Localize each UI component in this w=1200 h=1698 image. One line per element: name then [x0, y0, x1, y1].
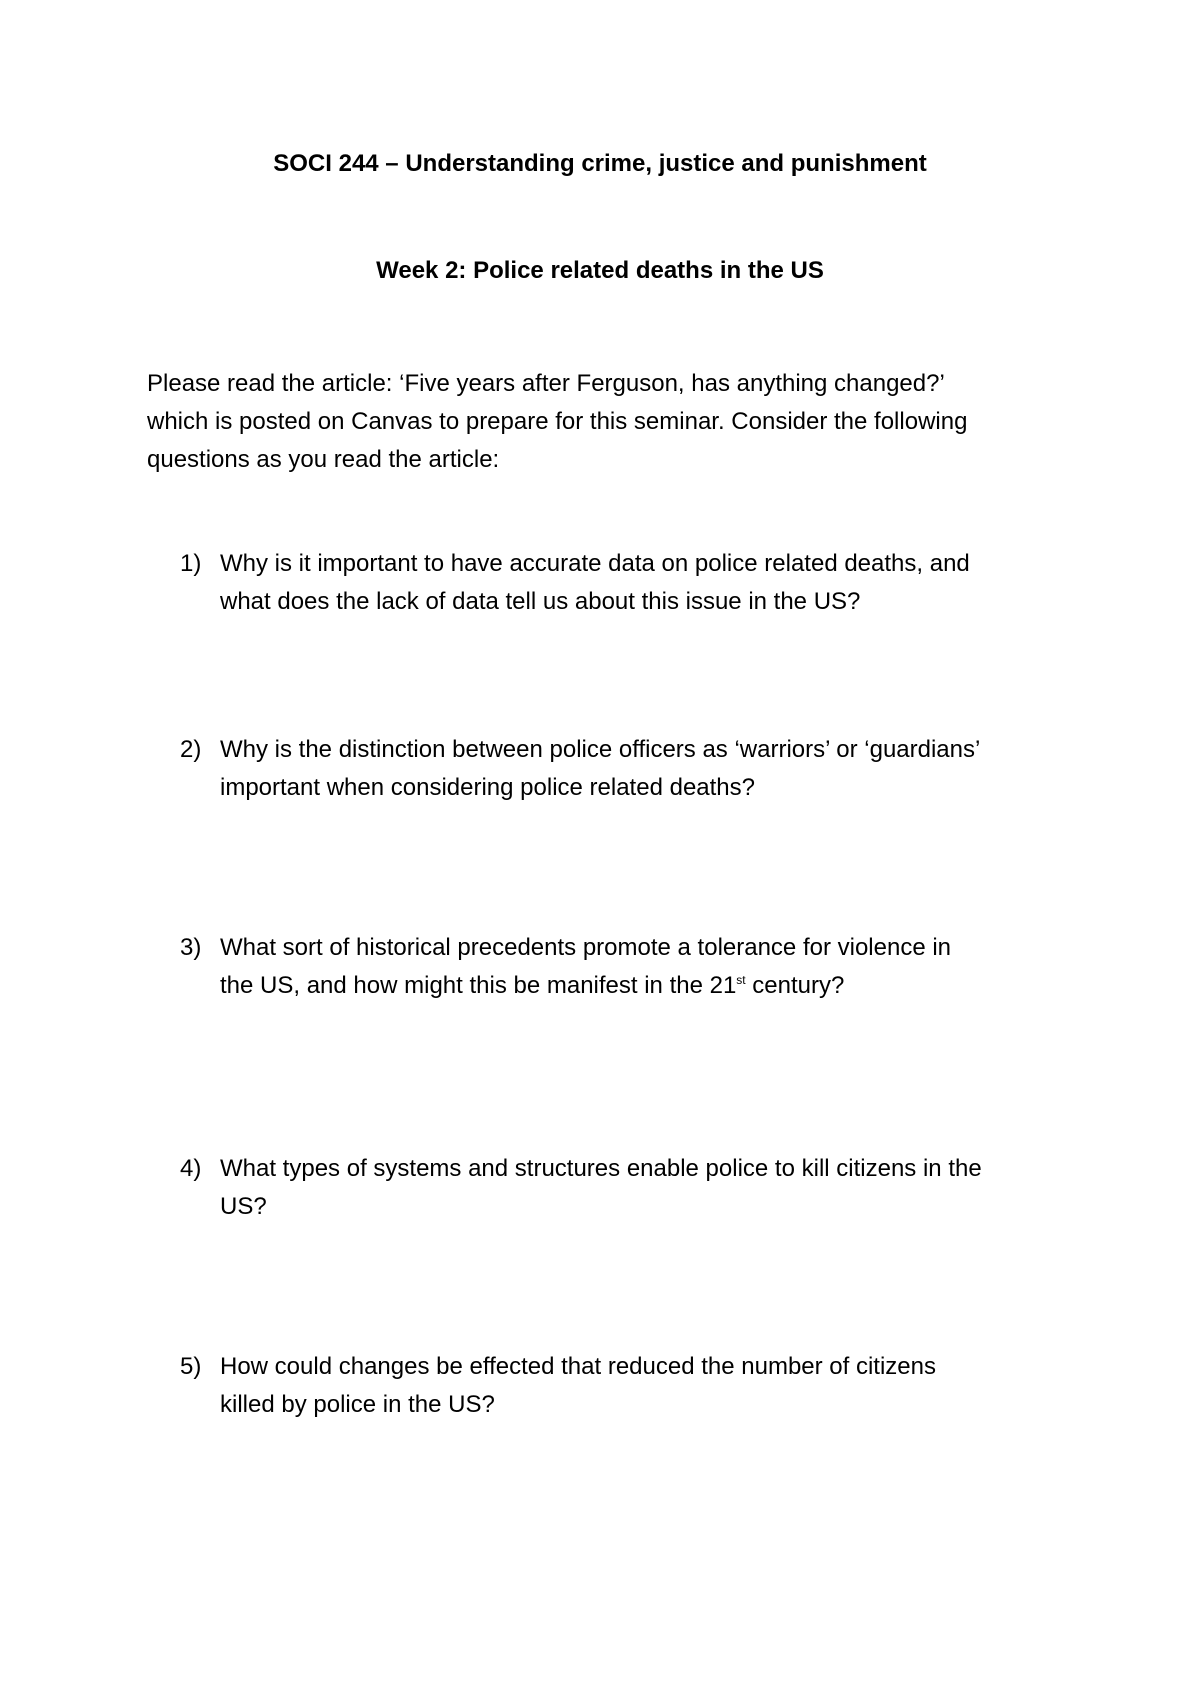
question-number: 2) [180, 736, 202, 763]
question-line: important when considering police related deaths? [220, 774, 755, 801]
question-text [220, 929, 1100, 1005]
question-number: 5) [180, 1353, 202, 1380]
course-title: SOCI 244 – Understanding crime, justice and punishment [273, 150, 927, 177]
question-line-part: the US, and how might this be manifest in the 21 [220, 972, 737, 999]
intro-line: Please read the article: ‘Five years after Ferguson, has anything changed?’ [147, 370, 945, 397]
intro-paragraph [147, 365, 1067, 479]
question-line: What types of systems and structures enable police to kill citizens in the [220, 1155, 982, 1182]
question-number: 3) [180, 934, 202, 961]
question-text [220, 731, 1100, 807]
question-line: What sort of historical precedents promote a tolerance for violence in [220, 934, 952, 961]
question-line-part: century? [745, 972, 845, 999]
question-number: 1) [180, 550, 202, 577]
intro-line: questions as you read the article: [147, 446, 500, 473]
question-number: 4) [180, 1155, 202, 1182]
intro-line: which is posted on Canvas to prepare for this seminar. Consider the following [147, 408, 968, 435]
week-title: Week 2: Police related deaths in the US [376, 257, 824, 284]
question-line: Why is the distinction between police officers as ‘warriors’ or ‘guardians’ [220, 736, 981, 763]
question-line-with-superscript [220, 967, 1100, 1005]
question-line: killed by police in the US? [220, 1391, 495, 1418]
ordinal-superscript: st [736, 973, 746, 987]
question-text [220, 1348, 1100, 1424]
question-line: Why is it important to have accurate data on police related deaths, and [220, 550, 970, 577]
question-text [220, 545, 1100, 621]
question-text [220, 1150, 1100, 1226]
question-line: How could changes be effected that reduced the number of citizens [220, 1353, 937, 1380]
question-line: what does the lack of data tell us about this issue in the US? [220, 588, 861, 615]
question-line: US? [220, 1193, 267, 1220]
